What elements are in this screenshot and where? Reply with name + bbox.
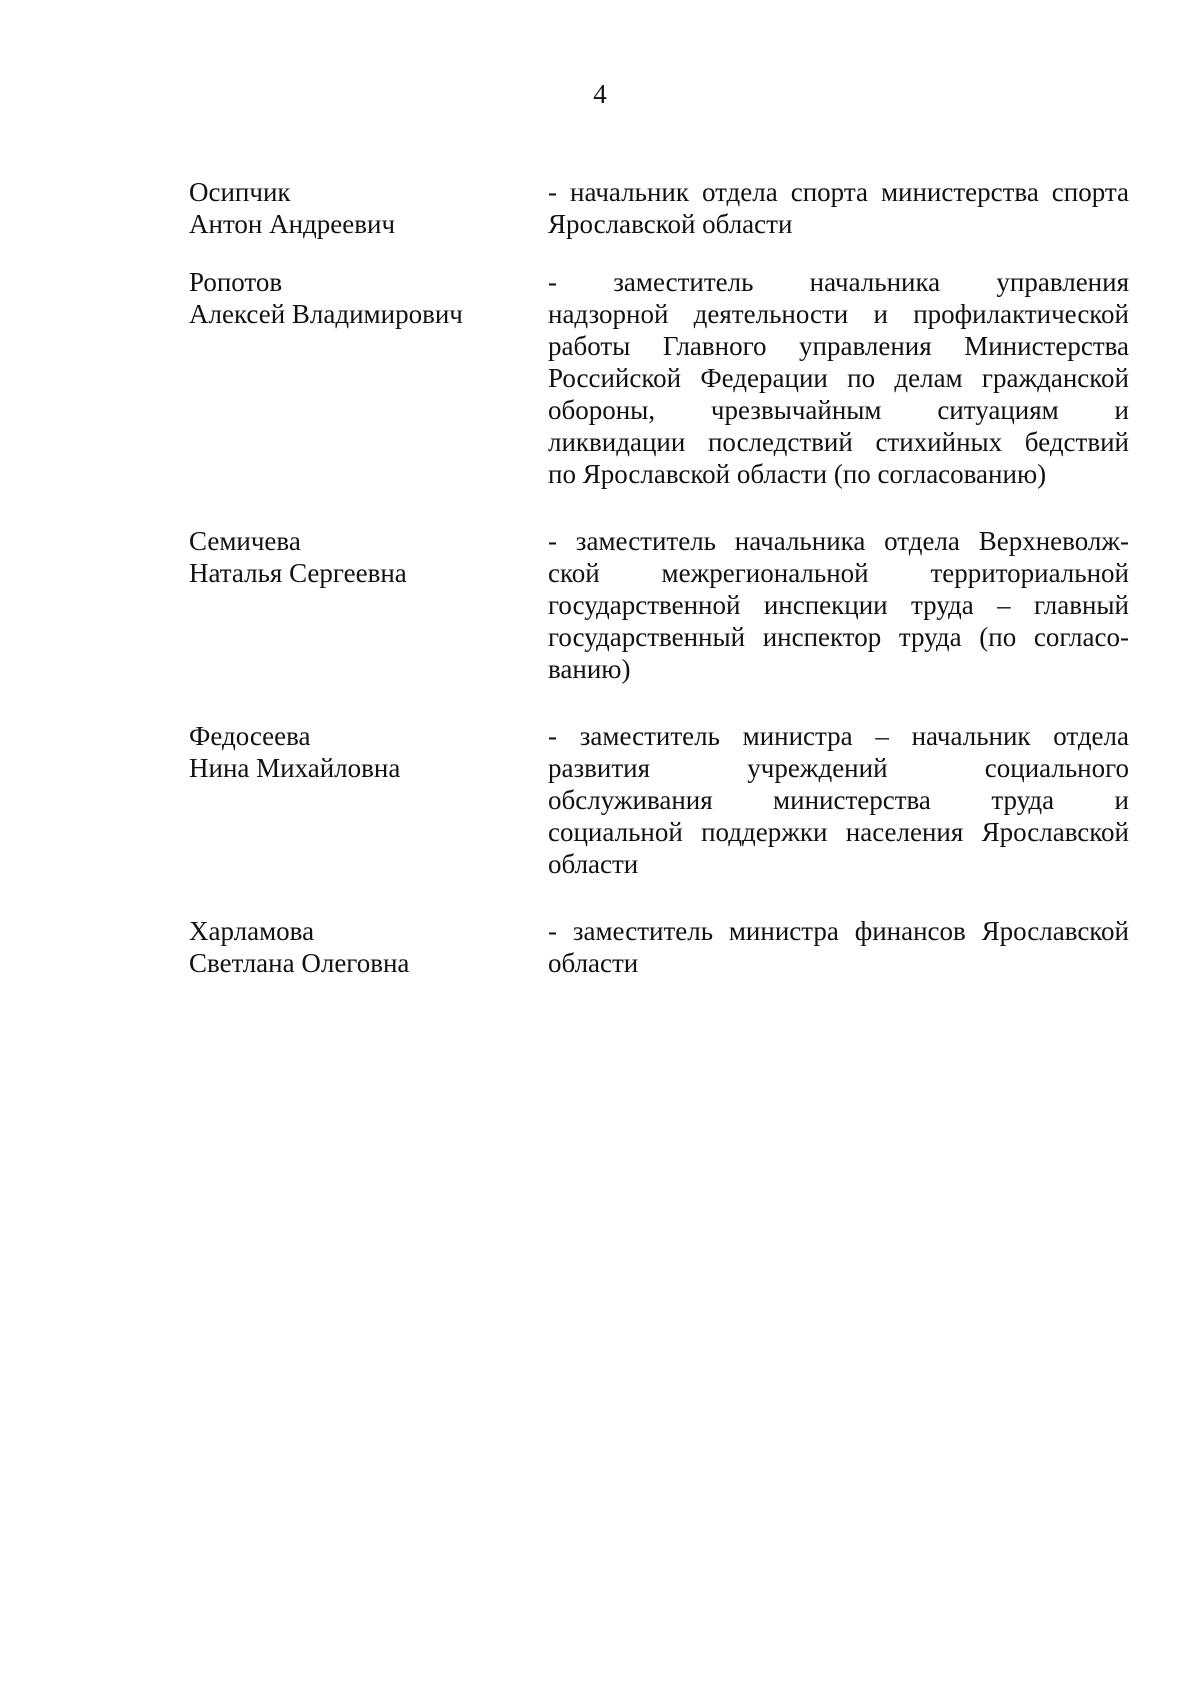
role-line: обслуживания министерства труда и bbox=[548, 785, 1129, 815]
member-row bbox=[189, 525, 1129, 685]
members-list bbox=[189, 176, 1129, 979]
role-line: государственный инспектор труда (по согласо- bbox=[548, 622, 1129, 652]
member-surname: Федосеева bbox=[189, 721, 311, 751]
role-line: области bbox=[548, 849, 639, 879]
role-line: обороны, чрезвычайным ситуациям и bbox=[548, 395, 1129, 425]
page-number: 4 bbox=[593, 79, 607, 109]
role-line: работы Главного управления Министерства bbox=[548, 331, 1129, 361]
member-given-names: Алексей Владимирович bbox=[189, 299, 463, 329]
member-surname: Семичева bbox=[189, 526, 301, 556]
role-line: развития учреждений социального bbox=[548, 753, 1129, 783]
role-line: ликвидации последствий стихийных бедствий bbox=[548, 427, 1129, 457]
role-line: области bbox=[548, 948, 639, 978]
member-name bbox=[189, 915, 548, 979]
member-role bbox=[548, 525, 1129, 685]
role-line: Российской Федерации по делам гражданской bbox=[548, 363, 1129, 393]
member-given-names: Нина Михайловна bbox=[189, 753, 401, 783]
member-surname: Харламова bbox=[189, 916, 315, 946]
role-line: ванию) bbox=[548, 654, 631, 684]
role-line: - заместитель министра – начальник отдела bbox=[548, 721, 1129, 751]
member-name bbox=[189, 525, 548, 589]
member-role bbox=[548, 720, 1129, 880]
role-line: - заместитель начальника управления bbox=[548, 267, 1129, 297]
member-row bbox=[189, 915, 1129, 979]
member-name bbox=[189, 176, 548, 240]
member-row bbox=[189, 176, 1129, 240]
member-given-names: Наталья Сергеевна bbox=[189, 558, 407, 588]
role-line: - начальник отдела спорта министерства спорта bbox=[548, 177, 1129, 207]
member-surname: Осипчик bbox=[189, 177, 291, 207]
member-name bbox=[189, 720, 548, 784]
role-line: государственной инспекции труда – главный bbox=[548, 590, 1129, 620]
role-line: Ярославской области bbox=[548, 209, 793, 239]
member-row bbox=[189, 266, 1129, 490]
member-surname: Ропотов bbox=[189, 267, 283, 297]
role-line: - заместитель начальника отдела Верхневолж- bbox=[548, 526, 1129, 556]
role-line: по Ярославской области (по согласованию) bbox=[548, 459, 1047, 489]
member-role bbox=[548, 915, 1129, 979]
member-name bbox=[189, 266, 548, 330]
role-line: надзорной деятельности и профилактической bbox=[548, 299, 1129, 329]
member-role bbox=[548, 176, 1129, 240]
member-given-names: Светлана Олеговна bbox=[189, 948, 410, 978]
member-row bbox=[189, 720, 1129, 880]
role-line: социальной поддержки населения Ярославской bbox=[548, 817, 1129, 847]
member-role bbox=[548, 266, 1129, 490]
role-line: - заместитель министра финансов Ярославской bbox=[548, 916, 1129, 946]
member-given-names: Антон Андреевич bbox=[189, 209, 396, 239]
role-line: ской межрегиональной территориальной bbox=[548, 558, 1129, 588]
